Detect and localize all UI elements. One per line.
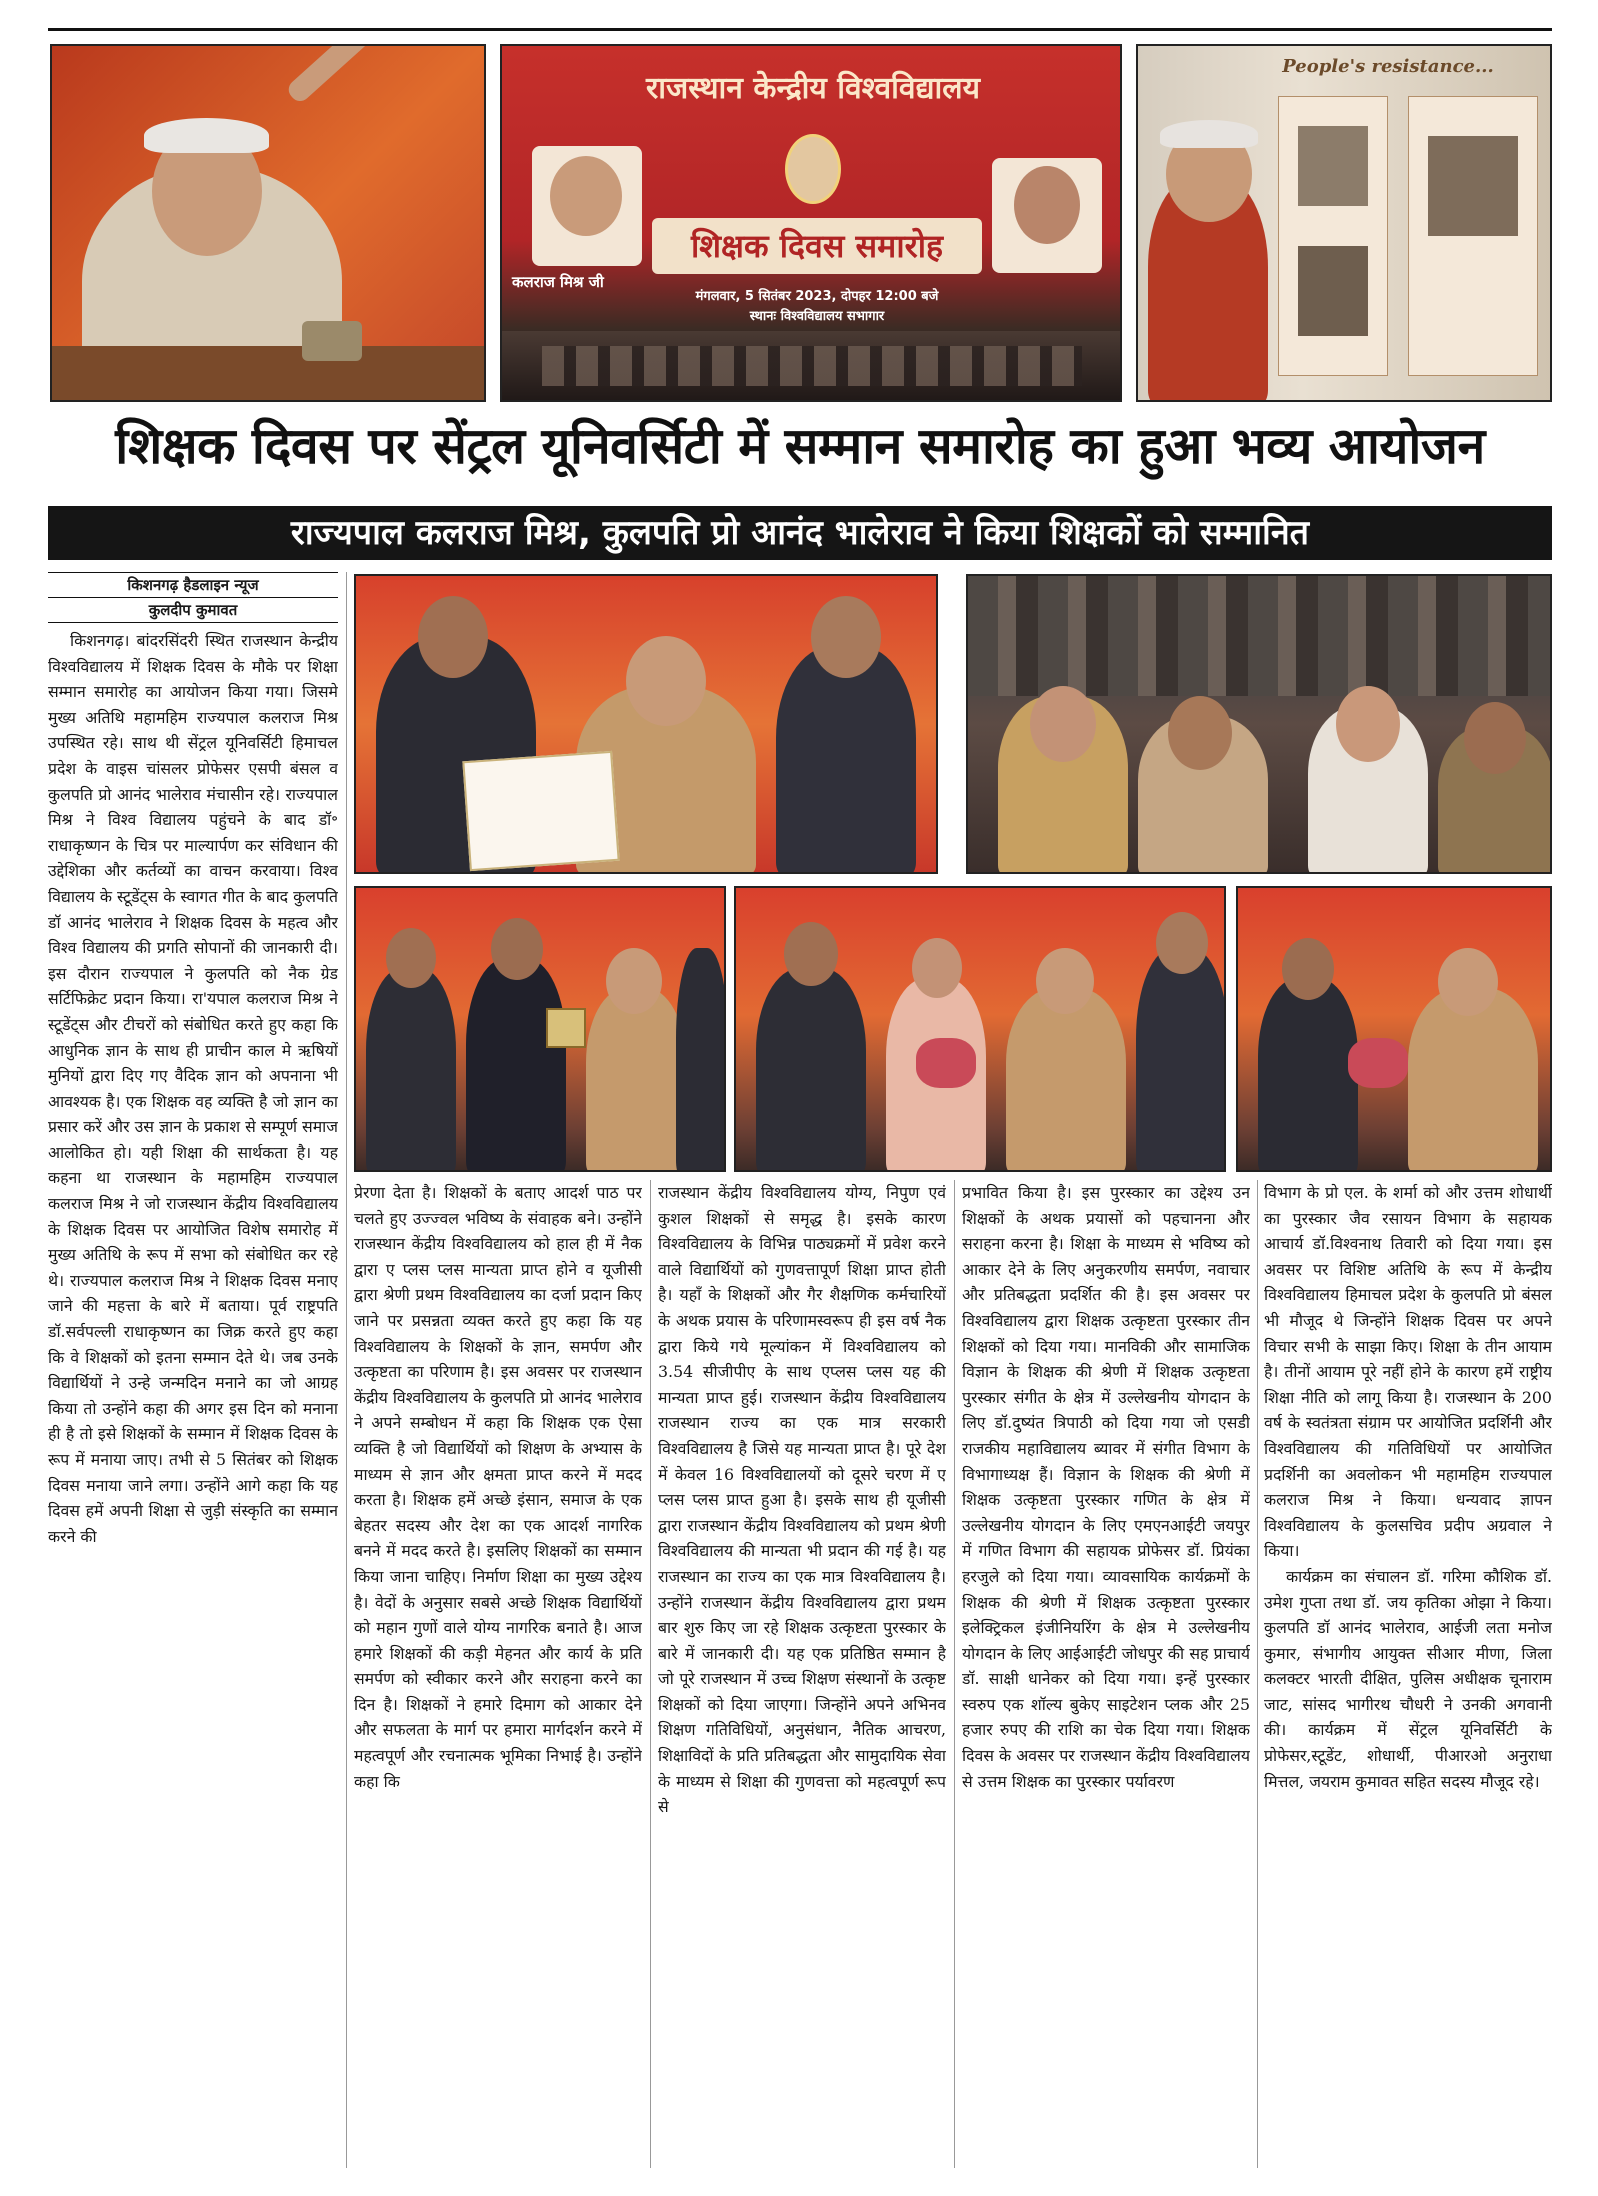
column-divider	[346, 572, 347, 2168]
article-col5-para2: कार्यक्रम का संचालन डॉ. गरिमा कौशिक डॉ. उमेश गुप्ता तथा डॉ. जय कृतिका ओझा ने किया। कुलपति डॉ आनंद भालेराव, आईजी लता मनोज कुमार, संभागीय आयुक्त सीआर मीणा, जिला कलक्टर भारती दीक्षित, पुलिस अधीक्षक चूनाराम जाट, सांसद भागीरथ चौधरी ने उनकी अगवानी की। कार्यक्रम में सेंट्रल यूनिवर्सिटी के प्रोफेसर,स्टूडेंट, शोधार्थी, पीआरओ अनुराधा मित्तल, जयराम कुमावत सहित सदस्य मौजूद रहे।	[1264, 1566, 1552, 1791]
article-col2-text: प्रेरणा देता है। शिक्षकों के बताए आदर्श पाठ पर चलते हुए उज्ज्वल भविष्य के संवाहक बने। उन्होंने राजस्थान केंद्रीय विश्वविद्यालय को हाल ही में नैक द्वारा ए प्लस प्लस मान्यता प्राप्त होने व यूजीसी द्वारा श्रेणी प्रथम विश्वविद्यालय का दर्जा प्रदान किए जाने पर प्रसन्नता व्यक्त करते हुए कहा कि यह विश्वविद्यालय के शिक्षकों के ज्ञान, समर्पण और उत्कृष्टता का परिणाम है। इस अवसर पर राजस्थान केंद्रीय विश्वविद्यालय के कुलपति प्रो आनंद भालेराव ने अपने सम्बोधन में कहा कि शिक्षक एक ऐसा व्यक्ति है जो विद्यार्थियों को शिक्षण के अभ्यास के माध्यम से ज्ञान और क्षमता प्राप्त करने में मदद करता है। शिक्षक हमें अच्छे इंसान, समाज के एक बेहतर सदस्य और देश का एक आदर्श नागरिक बनने में मदद करते है। इसलिए शिक्षकों का सम्मान किया जाना चाहिए। निर्माण शिक्षा का मुख्य उद्देश्य है। वेदों के अनुसार सबसे अच्छे शिक्षक विद्यार्थियों को महान गुणों वाले योग्य नागरिक बनाते है। आज हमारे शिक्षकों की कड़ी मेहनत और कार्य के प्रति समर्पण को स्वीकार करने और सराहना करने का दिन है। शिक्षकों ने हमारे दिमाग को आकार देने और सफलता के मार्ग पर हमारा मार्गदर्शन करने में महत्वपूर्ण और रचनात्मक भूमिका निभाई है। उन्होंने कहा कि	[354, 1183, 642, 1791]
photo-award-music	[354, 886, 726, 1172]
photo-exhibition	[1136, 44, 1552, 402]
article-column-3	[658, 1180, 946, 2168]
banner-chief-guest: कलराज मिश्र जी	[512, 273, 604, 291]
article-col3-text: राजस्थान केंद्रीय विश्वविद्यालय योग्य, निपुण एवं कुशल शिक्षकों से समृद्ध है। इसके कारण विश्वविद्यालय के विभिन्न पाठ्यक्रमों में प्रवेश करने वाले विद्यार्थियों को गुणवत्तापूर्ण शिक्षा प्राप्त होती है। यहाँ के शिक्षकों और गैर शैक्षणिक कर्मचारियों के अथक प्रयास के परिणामस्वरूप ही इस वर्ष नैक द्वारा किये गये मूल्यांकन में विश्वविद्यालय को 3.54 सीजीपीए के साथ एप्लस प्लस यह की मान्यता प्राप्त हुई। राजस्थान केंद्रीय विश्वविद्यालय राजस्थान राज्य का एक मात्र सरकारी विश्वविद्यालय है जिसे यह मान्यता प्राप्त है। पूरे देश में केवल 16 विश्वविद्यालयों को दूसरे चरण में ए प्लस प्लस प्राप्त हुआ है। इसके साथ ही यूजीसी द्वारा राजस्थान केंद्रीय विश्वविद्यालय को प्रथम श्रेणी विश्वविद्यालय की मान्यता भी प्रदान की गई है। यह राजस्थान का राज्य का एक मात्र विश्वविद्यालय है। उन्होंने राजस्थान केंद्रीय विश्वविद्यालय द्वारा प्रथम बार शुरु किए जा रहे शिक्षक उत्कृष्टता पुरस्कार के बारे में जानकारी दी। यह एक प्रतिष्ठित सम्मान है जो पूरे राजस्थान में उच्च शिक्षण संस्थानों के उत्कृष्ट शिक्षकों को दिया जाएगा। जिन्होंने अपने अभिनव शिक्षण गतिविधियों, अनुसंधान, नैतिक आचरण, शिक्षाविदों के प्रति प्रतिबद्धता और सामुदायिक सेवा के माध्यम से शिक्षा की गुणवत्ता को महत्वपूर्ण रूप से	[658, 1183, 946, 1817]
banner-university: राजस्थान केन्द्रीय विश्वविद्यालय	[646, 71, 980, 106]
photo-event-banner	[500, 44, 1122, 402]
column-divider	[1257, 1180, 1258, 2168]
exhibit-title: People's resistance...	[1282, 56, 1494, 77]
banner-event-title: शिक्षक दिवस समारोह	[652, 218, 982, 274]
article-col4-text: प्रभावित किया है। इस पुरस्कार का उद्देश्य उन शिक्षकों के अथक प्रयासों को पहचानना और सराहना करना है। शिक्षा के माध्यम से भविष्य को आकार देने के लिए अनुकरणीय समर्पण, नवाचार और प्रतिबद्धता प्रदर्शित की है। इस अवसर पर विश्वविद्यालय द्वारा शिक्षक उत्कृष्टता पुरस्कार तीन शिक्षकों को दिया गया। मानविकी और सामाजिक विज्ञान के शिक्षक की श्रेणी में शिक्षक उत्कृष्टता पुरस्कार संगीत के क्षेत्र में उल्लेखनीय योगदान के लिए डॉ.दुष्यंत त्रिपाठी को दिया गया जो एसडी राजकीय महाविद्यालय ब्यावर में संगीत विभाग के विभागाध्यक्ष हैं। विज्ञान के शिक्षक की श्रेणी में शिक्षक उत्कृष्टता पुरस्कार गणित के क्षेत्र में उल्लेखनीय योगदान के लिए एमएनआईटी जयपुर में गणित विभाग की सहायक प्रोफेसर डॉ. प्रियंका हरजुले को दिया गया। व्यावसायिक कार्यक्रमों के शिक्षक की श्रेणी में शिक्षक उत्कृष्टता पुरस्कार इलेक्ट्रिकल इंजीनियरिंग के क्षेत्र मे उल्लेखनीय योगदान के लिए आईआईटी जोधपुर की सह प्राचार्य डॉ. साक्षी धानेकर को दिया गया। इन्हें पुरस्कार स्वरुप एक शॉल्य बुकेए साइटेशन प्लक और 25 हजार रुपए की राशि का चेक दिया गया। शिक्षक दिवस के अवसर पर राजस्थान केंद्रीय विश्वविद्यालय से उत्तम शिक्षक का पुरस्कार पर्यावरण	[962, 1183, 1250, 1791]
column-divider	[954, 1180, 955, 2168]
subheadline: राज्यपाल कलराज मिश्र, कुलपति प्रो आनंद भालेराव ने किया शिक्षकों को सम्मानित	[48, 506, 1552, 560]
byline-reporter: कुलदीप कुमावत	[48, 598, 338, 623]
photo-audience	[966, 574, 1552, 874]
photo-governor-speaking	[50, 44, 486, 402]
banner-venue: स्थानः विश्वविद्यालय सभागार	[749, 309, 885, 324]
byline	[48, 572, 338, 623]
banner-datetime: मंगलवार, 5 सितंबर 2023, दोपहर 12:00 बजे	[695, 289, 939, 304]
top-rule	[48, 28, 1552, 31]
article-column-4	[962, 1180, 1250, 2168]
column-divider	[650, 1180, 651, 2168]
article-column-1	[48, 628, 338, 2168]
photo-award-mathematics	[734, 886, 1226, 1172]
photo-award-engineering	[1236, 886, 1552, 1172]
headline: शिक्षक दिवस पर सेंट्रल यूनिवर्सिटी में सम्मान समारोह का हुआ भव्य आयोजन	[115, 417, 1485, 475]
article-col1-text: किशनगढ़। बांदरसिंदरी स्थित राजस्थान केन्द्रीय विश्वविद्यालय में शिक्षक दिवस के मौके पर शिक्षा सम्मान समारोह का आयोजन किया गया। जिसमे मुख्य अतिथि महामहिम राज्यपाल कलराज मिश्र उपस्थित रहे। साथ थी सेंट्रल यूनिवर्सिटी हिमाचल प्रदेश के वाइस चांसलर प्रोफेसर एसपी बंसल व कुलपति प्रो आनंद भालेराव मंचासीन रहे। राज्यपाल मिश्र ने विश्व विद्यालय पहुंचने के बाद डॉ॰ राधाकृष्णन के चित्र पर माल्यार्पण कर संविधान की उद्देशिका और कर्तव्यों का वाचन करवाया। विश्व विद्यालय के स्टूडेंट्स के स्वागत गीत के बाद कुलपति डॉ आनंद भालेराव ने शिक्षक दिवस के महत्व और विश्व विद्यालय की प्रगति सोपानों की जानकारी दी। इस दौरान राज्यपाल ने कुलपति को नैक ग्रेड सर्टिफिक्रेट प्रदान किया। रा'यपाल कलराज मिश्र ने स्टूडेंट्स और टीचरों को संबोधित करते हुए कहा कि आधुनिक ज्ञान के साथ ही प्राचीन काल मे ऋषियों मुनियों द्वारा दिए गए वैदिक ज्ञान को अपनाना भी आवश्यक है। एक शिक्षक वह व्यक्ति है जो ज्ञान का प्रसार करें और उस ज्ञान के प्रकाश से सम्पूर्ण समाज आलोकित हो। यही शिक्षा की सार्थकता है। यह कहना था राजस्थान के महामहिम राज्यपाल कलराज मिश्र ने जो राजस्थान केंद्रीय विश्वविद्यालय के शिक्षक दिवस पर आयोजित विशेष समारोह में मुख्य अतिथि के रूप में सभा को संबोधित कर रहे थे। राज्यपाल कलराज मिश्र ने शिक्षक दिवस मनाए जाने की महत्ता के बारे में बताया। पूर्व राष्ट्रपति डॉ.सर्वपल्ली राधाकृष्णन का जिक्र करते हुए कहा कि वे शिक्षकों को इतना सम्मान देते थे। जब उनके विद्यार्थियों ने उन्हे जन्मदिन मनाने का जो आग्रह किया तो उन्होंने कहा की अगर इस दिन को मनाना ही है तो इसे शिक्षकों के सम्मान में शिक्षक दिवस के रूप में मनाया जाए। तभी से 5 सितंबर को शिक्षक दिवस मनाया जाने लगा। उन्होंने आगे कहा कि यह दिवस हमें अपनी शिक्षा से जुड़ी संस्कृति का सम्मान करने की	[48, 631, 338, 1546]
article-column-2	[354, 1180, 642, 2168]
article-column-5	[1264, 1180, 1552, 2168]
byline-agency: किशनगढ़ हैडलाइन न्यूज	[48, 572, 338, 598]
photo-naac-certificate	[354, 574, 938, 874]
article-col5-para1: विभाग के प्रो एल. के शर्मा को और उत्तम शोधार्थी का पुरस्कार जैव रसायन विभाग के सहायक आचार्य डॉ.विश्वनाथ तिवारी को दिया गया। इस अवसर पर विशिष्ट अतिथि के रूप में केन्द्रीय विश्वविद्यालय हिमाचल प्रदेश के कुलपति प्रो बंसल भी मौजूद थे जिन्होंने शिक्षक दिवस पर अपने विचार सभी के साझा किए। शिक्षा के तीन आयाम है। तीनों आयाम पूरे नहीं होने के कारण हमें राष्ट्रीय शिक्षा नीति को लागू किया है। राजस्थान के 200 वर्ष के स्वतंत्रता संग्राम पर आयोजित प्रदर्शिनी और विश्वविद्यालय की गतिविधियों पर आयोजित प्रदर्शिनी का अवलोकन भी महामहिम राज्यपाल कलराज मिश्र ने किया। धन्यवाद ज्ञापन विश्वविद्यालय के कुलसचिव प्रदीप अग्रवाल ने किया।	[1264, 1183, 1552, 1561]
